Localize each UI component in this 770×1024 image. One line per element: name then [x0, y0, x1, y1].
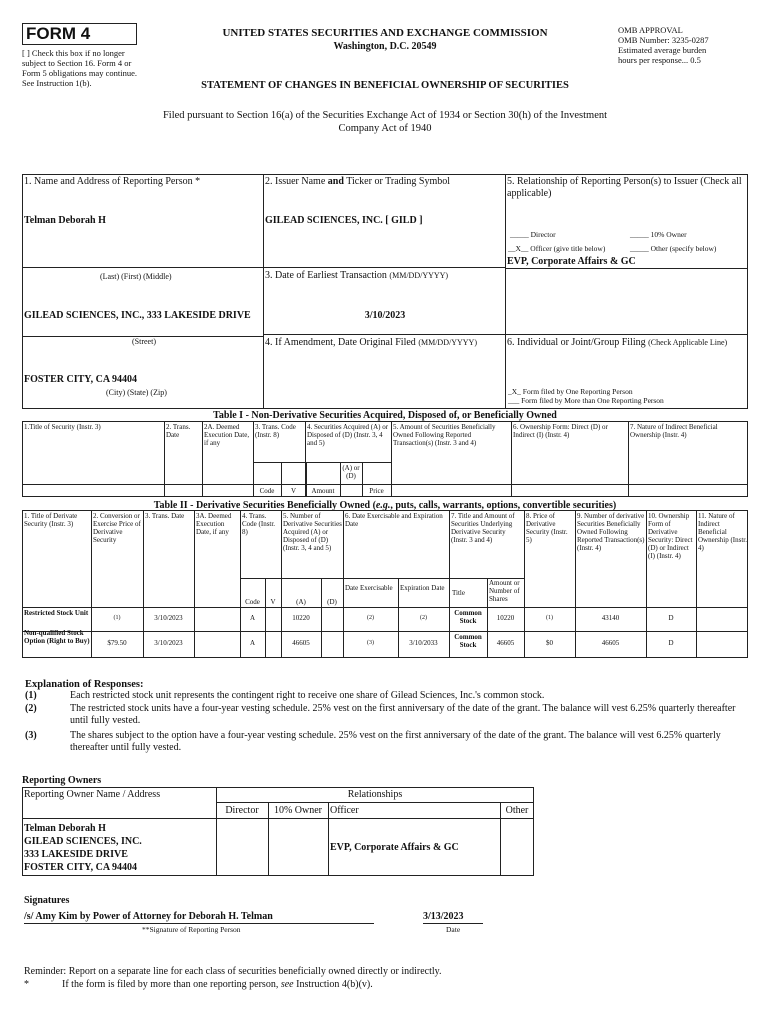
t2-sub-d: (D)	[327, 598, 337, 606]
t2-row1-owned: 43140	[601, 614, 620, 622]
owners-col-10pct: 10% Owner	[273, 805, 323, 816]
officer-option[interactable]: __X__ Officer (give title below)	[508, 244, 606, 253]
form-title: FORM 4	[22, 23, 137, 45]
filed-pursuant-text: Filed pursuant to Section 16(a) of the Securities Exchange Act of 1934 or Section 30(h) of the Investment Company Act of 1940	[162, 110, 608, 134]
t2-col-conversion: 2. Conversion or Exercise Price of Derivative Security	[93, 512, 141, 544]
owner-address: Telman Deborah H GILEAD SCIENCES, INC. 333 LAKESIDE DRIVE FOSTER CITY, CA 94404	[24, 823, 142, 873]
t1-col-owned: 5. Amount of Securities Beneficially Owned Following Reported Transaction(s) (Instr. 3 and 4)	[393, 423, 496, 447]
t2-sub-v: V	[270, 598, 276, 606]
t1-sub-amount: Amount	[311, 487, 335, 495]
owners-col-officer: Officer	[330, 805, 359, 816]
t2-col-nature: 11. Nature of Indirect Beneficial Ownership (Instr. 4)	[698, 512, 747, 552]
t2-row2-owned: 46605	[601, 639, 620, 647]
t2-row2-amount: 46605	[496, 639, 515, 647]
t1-col-code: 3. Trans. Code (Instr. 8)	[255, 423, 296, 439]
explanation-num-1: (1)	[25, 690, 37, 701]
signature-date: 3/13/2023	[423, 911, 483, 924]
t1-sub-code: Code	[259, 487, 275, 495]
issuer-name: GILEAD SCIENCES, INC. [ GILD ]	[265, 215, 423, 226]
box1-label: 1. Name and Address of Reporting Person *	[24, 176, 201, 187]
t2-row1-price: (1)	[546, 615, 553, 621]
t2-row1-title: Common Stock	[454, 609, 482, 625]
t2-row1-security: Restricted Stock Unit	[24, 609, 89, 617]
t2-sub-expiration: Expiration Date	[400, 584, 445, 592]
signature-caption: **Signature of Reporting Person	[142, 925, 241, 934]
explanation-title: Explanation of Responses:	[25, 679, 144, 690]
t2-row2-code: A	[249, 639, 256, 647]
footnote-text: If the form is filed by more than one reporting person, see Instruction 4(b)(v).	[62, 979, 373, 990]
t1-col-title: 1.Title of Security (Instr. 3)	[24, 423, 101, 431]
t2-row1-a: 10220	[292, 614, 310, 622]
owners-col-name: Reporting Owner Name / Address	[24, 789, 161, 800]
owners-col-relationships: Relationships	[347, 789, 403, 800]
agency-name: UNITED STATES SECURITIES AND EXCHANGE COMMISSION	[222, 27, 548, 39]
owner-officer-title: EVP, Corporate Affairs & GC	[330, 842, 459, 853]
t2-col-price: 8. Price of Derivative Security (Instr. 5)	[526, 512, 568, 544]
box4-label: 4. If Amendment, Date Original Filed (MM/DD/YYYY)	[265, 337, 477, 348]
statement-title: STATEMENT OF CHANGES IN BENEFICIAL OWNERSHIP OF SECURITIES	[201, 80, 569, 91]
t2-col-code: 4. Trans. Code (Instr. 8)	[242, 512, 276, 536]
t2-col-underlying: 7. Title and Amount of Securities Underlying Derivative Security (Instr. 3 and 4)	[451, 512, 515, 544]
t1-col-nature: 7. Nature of Indirect Beneficial Ownership (Instr. 4)	[630, 423, 718, 439]
footnote-star: *	[24, 979, 29, 990]
t1-col-deemed: 2A. Deemed Execution Date, if any	[204, 423, 250, 447]
reminder-text: Reminder: Report on a separate line for each class of securities beneficially owned directly or indirectly.	[24, 966, 442, 977]
table1-title: Table I - Non-Derivative Securities Acquired, Disposed of, or Beneficially Owned	[213, 410, 557, 421]
t2-row1-form: D	[668, 614, 674, 622]
t2-sub-a: (A)	[296, 598, 306, 606]
owners-col-director: Director	[225, 805, 259, 816]
t2-sub-title: Title	[452, 589, 465, 597]
t2-row2-a: 46605	[292, 639, 310, 647]
t2-col-owned: 9. Number of derivative Securities Beneficially Owned Following Reported Transaction(s) (Instr. 4)	[577, 512, 645, 552]
t2-col-exercisable: 6. Date Exercisable and Expiration Date	[345, 512, 443, 528]
t2-row2-conv: $79.50	[107, 639, 127, 647]
owners-col-other: Other	[505, 805, 529, 816]
t2-row2-date: 3/10/2023	[154, 639, 183, 647]
agency-location: Washington, D.C. 20549	[333, 41, 437, 52]
t2-row2-form: D	[668, 639, 674, 647]
t2-row2-expiration: 3/10/2033	[409, 639, 438, 647]
table2-title: Table II - Derivative Securities Beneficially Owned (e.g., puts, calls, warrants, options, convertible securities)	[153, 500, 617, 511]
street-hint: (Street)	[132, 337, 156, 346]
t2-sub-code: Code	[245, 598, 260, 606]
reporting-owners-title: Reporting Owners	[22, 775, 102, 786]
ten-pct-owner-option[interactable]: _____ 10% Owner	[630, 230, 687, 239]
explanation-num-3: (3)	[25, 730, 37, 741]
explanation-text-2: The restricted stock units have a four-year vesting schedule. 25% vest on the first anniversary of the date of the grant. The balance will vest 6.25% quarterly thereafter until fully vested.	[70, 703, 736, 726]
t2-row1-date: 3/10/2023	[154, 614, 183, 622]
t2-col-number: 5. Number of Derivative Securities Acquired (A) or Disposed of (D) (Instr. 3, 4 and 5)	[283, 512, 342, 552]
explanation-num-2: (2)	[25, 703, 37, 714]
explanation-text-3: The shares subject to the option have a four-year vesting schedule. 25% vest on the first anniversary of the date of the grant. The balance will vest 6.25% quarterly thereafter until fully vested.	[70, 730, 721, 753]
explanation-text-1: Each restricted stock unit represents the contingent right to receive one share of Gilead Sciences, Inc.'s common stock.	[70, 690, 545, 701]
t1-col-acquired: 4. Securities Acquired (A) or Disposed of (D) (Instr. 3, 4 and 5)	[307, 423, 389, 447]
other-option[interactable]: _____ Other (specify below)	[630, 244, 717, 253]
t1-sub-v: V	[290, 487, 297, 495]
no-longer-subject-checkbox-note[interactable]: [ ] Check this box if no longer subject to Section 16. Form 4 or Form 5 obligations may continue. See Instruction 1(b).	[22, 48, 137, 88]
box6-label: 6. Individual or Joint/Group Filing (Check Applicable Line)	[507, 337, 728, 348]
t2-col-deemed: 3A. Deemed Execution Date, if any	[196, 512, 232, 536]
t2-col-title: 1. Title of Derivate Security (Instr. 3)	[24, 512, 78, 528]
box5-label: 5. Relationship of Reporting Person(s) to Issuer (Check all applicable)	[507, 176, 742, 199]
t2-row1-code: A	[249, 614, 256, 622]
t2-sub-amount: Amount or Number of Shares	[489, 579, 520, 603]
date-caption: Date	[446, 925, 461, 934]
t2-row2-title: Common Stock	[454, 633, 482, 649]
t1-col-form: 6. Ownership Form: Direct (D) or Indirect (I) (Instr. 4)	[513, 423, 608, 439]
t2-row1-exercisable: (2)	[367, 615, 374, 621]
t2-row1-conv: (1)	[113, 615, 121, 621]
reporting-person-city: FOSTER CITY, CA 94404	[24, 374, 137, 385]
t2-row1-amount: 10220	[496, 614, 515, 622]
t2-row2-security: Non-qualified Stock Option (Right to Buy)	[24, 629, 90, 645]
box2-label: 2. Issuer Name and Ticker or Trading Symbol	[265, 176, 451, 187]
t2-row2-price: $0	[546, 639, 553, 647]
filed-by-one-option[interactable]: _X_ Form filed by One Reporting Person	[508, 387, 633, 396]
earliest-transaction-date: 3/10/2023	[364, 310, 406, 321]
name-hint: (Last) (First) (Middle)	[100, 272, 172, 281]
reporting-person-street: GILEAD SCIENCES, INC., 333 LAKESIDE DRIVE	[24, 310, 251, 321]
signature-value: /s/ Amy Kim by Power of Attorney for Deborah H. Telman	[24, 911, 374, 924]
t1-sub-aord: (A) or (D)	[342, 464, 360, 480]
t2-row1-expiration: (2)	[420, 615, 427, 621]
t2-col-date: 3. Trans. Date	[145, 512, 185, 520]
t1-sub-price: Price	[369, 487, 384, 495]
t1-col-date: 2. Trans. Date	[166, 423, 191, 439]
signatures-title: Signatures	[24, 895, 70, 906]
reporting-person-name: Telman Deborah H	[24, 215, 106, 226]
t2-sub-exercisable: Date Exercisable	[345, 584, 393, 592]
t2-col-form: 10. Ownership Form of Derivative Security: Direct (D) or Indirect (I) (Instr. 4)	[648, 512, 693, 560]
omb-approval: OMB APPROVAL OMB Number: 3235-0287 Estimated average burden hours per response... 0.5	[618, 25, 709, 65]
city-hint: (City) (State) (Zip)	[106, 388, 167, 397]
t2-row2-exercisable: (3)	[367, 640, 374, 646]
box3-label: 3. Date of Earliest Transaction (MM/DD/YYYY)	[265, 270, 449, 281]
director-option[interactable]: _____ Director	[510, 230, 556, 239]
officer-title: EVP, Corporate Affairs & GC	[507, 256, 636, 267]
filed-by-many-option[interactable]: ___ Form filed by More than One Reporting Person	[508, 396, 664, 405]
